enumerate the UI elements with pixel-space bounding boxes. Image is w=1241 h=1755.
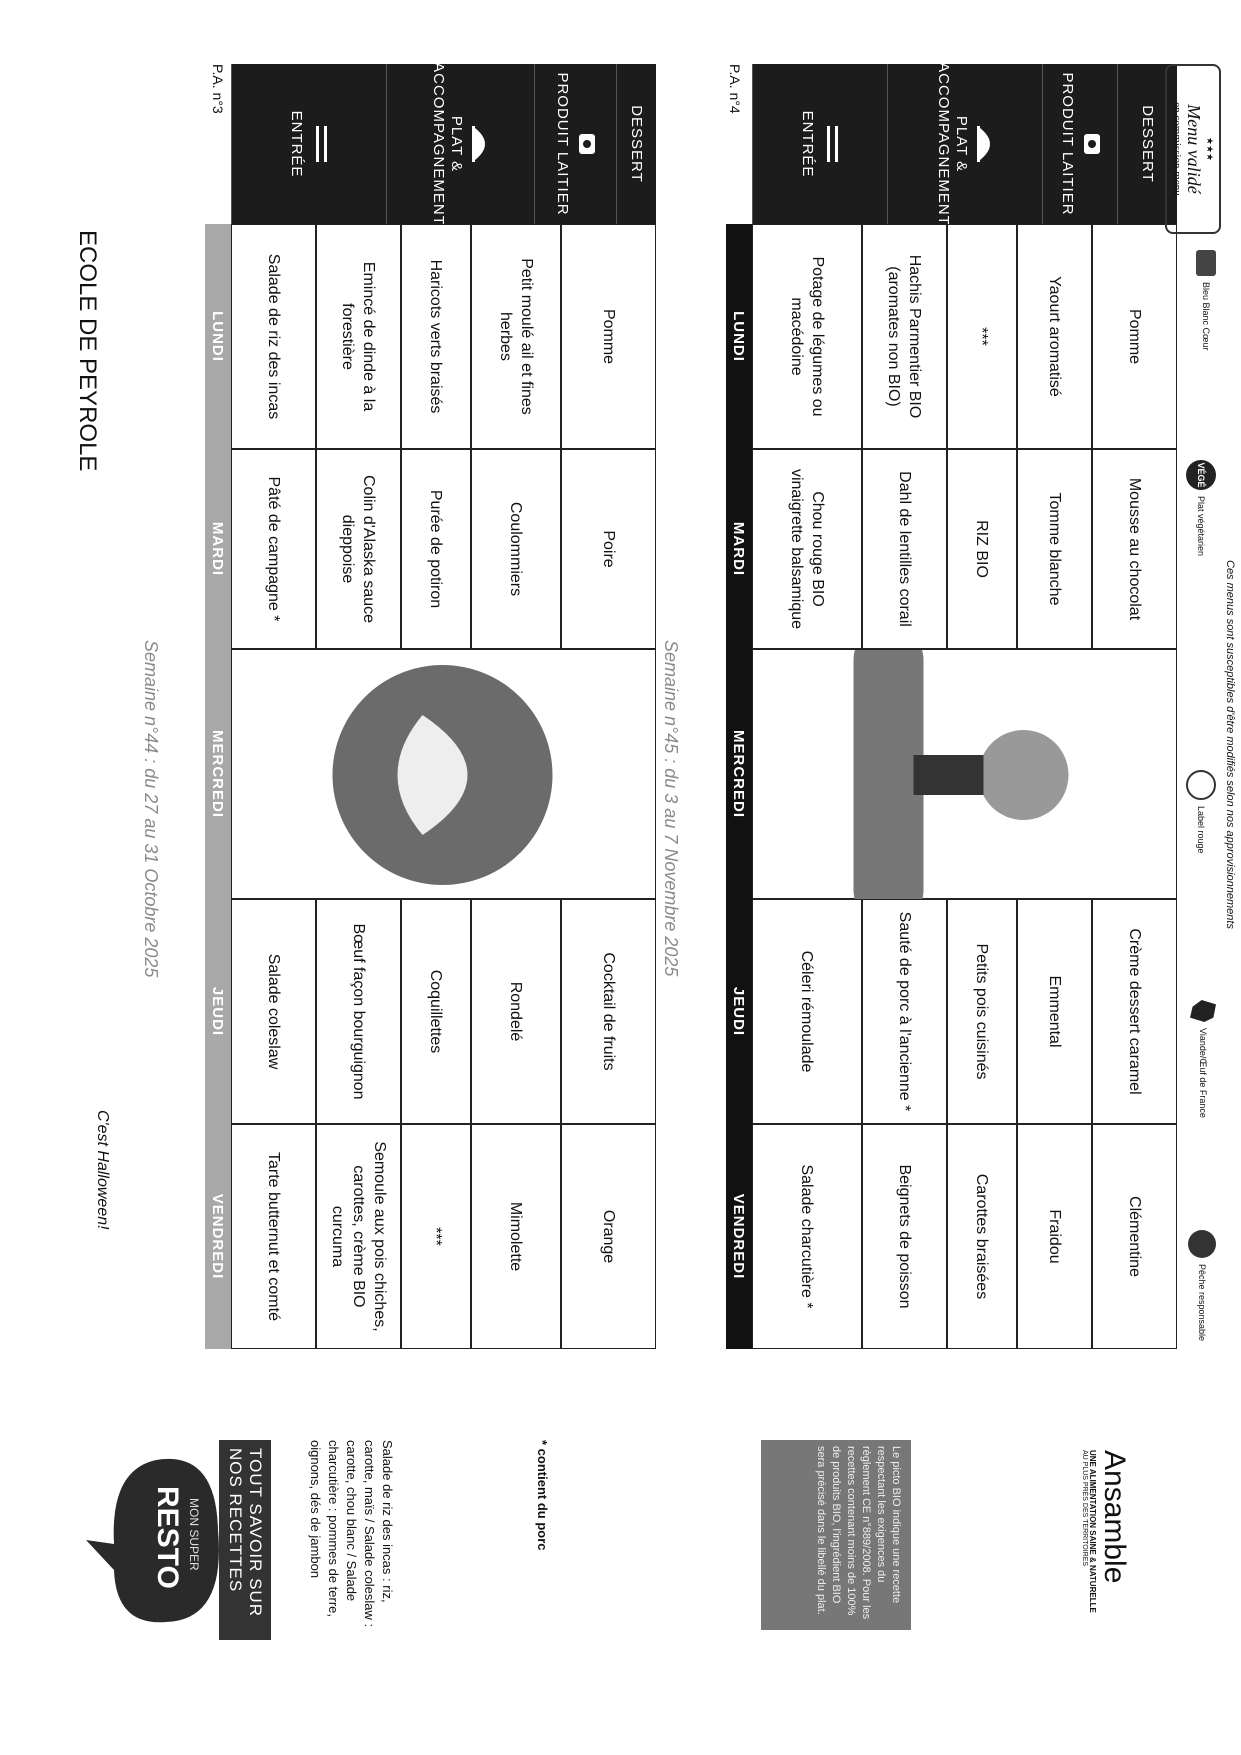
- menu-cell-lundi-1: Hachis Parmentier BIO (aromates non BIO): [862, 224, 947, 449]
- day-header-mercredi: MERCREDI: [205, 649, 231, 899]
- cloche-icon: [976, 124, 996, 164]
- footer-note: Ces menus sont susceptibles d'être modifiés selon nos approvisionnements: [1224, 560, 1236, 929]
- menu-cell-mardi-2: RIZ BIO: [947, 449, 1017, 649]
- menu-cell-mardi-3: Coulommiers: [471, 449, 561, 649]
- menu-cell-lundi-1: Emincé de dinde à la forestière: [316, 224, 401, 449]
- menu-cell-lundi-0: Salade de riz des incas: [231, 224, 316, 449]
- cheese-icon: [1082, 124, 1102, 164]
- week2-pa-label: P.A. n°4: [727, 64, 743, 114]
- halloween-tag: C'est Halloween!: [94, 1110, 111, 1230]
- menu-cell-lundi-2: Haricots verts braisés: [401, 224, 471, 449]
- main-category: PLAT & ACCOMPAGNEMENT: [887, 64, 1042, 224]
- legend-viande-france: Viande/Œuf de France: [1190, 1000, 1216, 1118]
- plate-icon: [311, 124, 331, 164]
- menu-cell-vendredi-2: Carottes braisées: [947, 1124, 1017, 1349]
- menu-cell-lundi-4: Pomme: [1092, 224, 1177, 449]
- week1-title: Semaine n°44 : du 27 au 31 Octobre 2025: [141, 640, 161, 978]
- menu-cell-jeudi-0: Salade coleslaw: [231, 899, 316, 1124]
- menu-cell-jeudi-2: Petits pois cuisinés: [947, 899, 1017, 1124]
- menu-cell-vendredi-4: Clémentine: [1092, 1124, 1177, 1349]
- pork-note: * contient du porc: [535, 1440, 550, 1551]
- menu-cell-mardi-4: Mousse au chocolat: [1092, 449, 1177, 649]
- resto-banner: MON SUPER RESTO: [56, 1440, 236, 1640]
- day-header-vendredi: VENDREDI: [726, 1124, 752, 1349]
- menu-cell-mardi-2: Purée de potiron: [401, 449, 471, 649]
- vege-icon: VÉGÉ: [1186, 460, 1216, 490]
- school-title: ECOLE DE PEYROLE: [74, 230, 101, 472]
- day-header-jeudi: JEUDI: [726, 899, 752, 1124]
- menu-cell-vendredi-1: Semoule aux pois chiches, carottes, crème BIO curcuma: [316, 1124, 401, 1349]
- day-header-lundi: LUNDI: [205, 224, 231, 449]
- dairy-category: PRODUIT LAITIER: [534, 64, 616, 224]
- day-header-lundi: LUNDI: [726, 224, 752, 449]
- validated-stamp: ★★★ Menu validé en commission menu: [1165, 64, 1221, 234]
- menu-cell-lundi-3: Yaourt aromatisé: [1017, 224, 1092, 449]
- day-header-mercredi: MERCREDI: [726, 649, 752, 899]
- cheese-icon: [578, 124, 598, 164]
- brand-logo: Ansamble: [1098, 1450, 1131, 1584]
- menu-cell-vendredi-3: Mimolette: [471, 1124, 561, 1349]
- starter-category: ENTRÉE: [752, 64, 887, 224]
- week1-categories: [231, 64, 656, 224]
- day-header-jeudi: JEUDI: [205, 899, 231, 1124]
- menu-cell-lundi-4: Pomme: [561, 224, 656, 449]
- menu-cell-mardi-0: Pâté de campagne *: [231, 449, 316, 649]
- menu-cell-vendredi-0: Salade charcutière *: [752, 1124, 862, 1349]
- recipes-note: Salade de riz des incas : riz, carotte, maïs / Salade coleslaw : carotte, chou blanc / Salade charcutière : pommes de terre, oignons, dés de jambon: [308, 1440, 395, 1628]
- menu-cell-lundi-0: Potage de légumes ou macédoine: [752, 224, 862, 449]
- menu-cell-lundi-3: Petit moulé ail et fines herbes: [471, 224, 561, 449]
- cloche-icon: [472, 124, 492, 164]
- menu-cell-vendredi-2: ***: [401, 1124, 471, 1349]
- dairy-category: PRODUIT LAITIER: [1042, 64, 1117, 224]
- menu-cell-mardi-0: Chou rouge BIO vinaigrette balsamique: [752, 449, 862, 649]
- menu-cell-vendredi-1: Beignets de poisson: [862, 1124, 947, 1349]
- wednesday-illustration: [231, 649, 656, 899]
- main-category: PLAT & ACCOMPAGNEMENT: [386, 64, 534, 224]
- legend-bleu-blanc-coeur: Bleu Blanc Cœur: [1196, 250, 1216, 351]
- menu-cell-jeudi-0: Céleri rémoulade: [752, 899, 862, 1124]
- halloween-mascot-icon: [230, 650, 655, 900]
- legend-vege: VÉGÉ Plat végétarien: [1186, 460, 1216, 556]
- bio-note: Le picto BIO indique une recette respectant les exigences du règlement CE n°889/2008. Pour les recettes contenant moins de 100% de produits BIO, l'ingrédient BIO sera précisé dans le libellé du plat.: [761, 1440, 911, 1630]
- menu-cell-jeudi-2: Coquillettes: [401, 899, 471, 1124]
- week2-title: Semaine n°45 : du 3 au 7 Novembre 2025: [661, 640, 681, 977]
- mascot-icon: [751, 650, 1176, 900]
- dessert-category: DESSERT: [616, 64, 656, 224]
- starter-category: ENTRÉE: [231, 64, 386, 224]
- menu-cell-mardi-4: Poire: [561, 449, 656, 649]
- menu-cell-mardi-1: Dahl de lentilles corail: [862, 449, 947, 649]
- brand-block: Ansamble UNE ALIMENTATION SAINE & NATURELLE AU PLUS PRÈS DES TERRITOIRES: [1081, 1450, 1131, 1660]
- plate-icon: [822, 124, 842, 164]
- bleu-blanc-coeur-icon: [1196, 250, 1216, 276]
- fish-icon: [1188, 1230, 1216, 1258]
- week1-pa-label: P.A. n°3: [210, 64, 226, 114]
- menu-cell-jeudi-1: Sauté de porc à l'ancienne *: [862, 899, 947, 1124]
- menu-cell-mardi-1: Colin d'Alaska sauce dieppoise: [316, 449, 401, 649]
- wednesday-illustration: [752, 649, 1177, 899]
- menu-cell-vendredi-3: Fraidou: [1017, 1124, 1092, 1349]
- menu-cell-jeudi-1: Bœuf façon bourguignon: [316, 899, 401, 1124]
- menu-cell-jeudi-4: Crème dessert caramel: [1092, 899, 1177, 1124]
- speech-bubble-icon: [56, 1440, 236, 1640]
- dessert-category: DESSERT: [1117, 64, 1177, 224]
- recipes-banner: TOUT SAVOIR SUR NOS RECETTES: [219, 1440, 271, 1640]
- menu-cell-jeudi-3: Rondelé: [471, 899, 561, 1124]
- week2-categories: [752, 64, 1177, 224]
- menu-cell-vendredi-4: Orange: [561, 1124, 656, 1349]
- menu-cell-mardi-3: Tomme blanche: [1017, 449, 1092, 649]
- france-map-icon: [1190, 1000, 1216, 1022]
- menu-cell-jeudi-3: Emmental: [1017, 899, 1092, 1124]
- label-rouge-icon: [1186, 770, 1216, 800]
- legend-label-rouge: Label rouge: [1186, 770, 1216, 854]
- day-header-mardi: MARDI: [726, 449, 752, 649]
- menu-cell-vendredi-0: Tarte butternut et comté: [231, 1124, 316, 1349]
- menu-cell-lundi-2: ***: [947, 224, 1017, 449]
- legend-peche: Pêche responsable: [1188, 1230, 1216, 1341]
- menu-cell-jeudi-4: Cocktail de fruits: [561, 899, 656, 1124]
- day-header-mardi: MARDI: [205, 449, 231, 649]
- day-header-vendredi: VENDREDI: [205, 1124, 231, 1349]
